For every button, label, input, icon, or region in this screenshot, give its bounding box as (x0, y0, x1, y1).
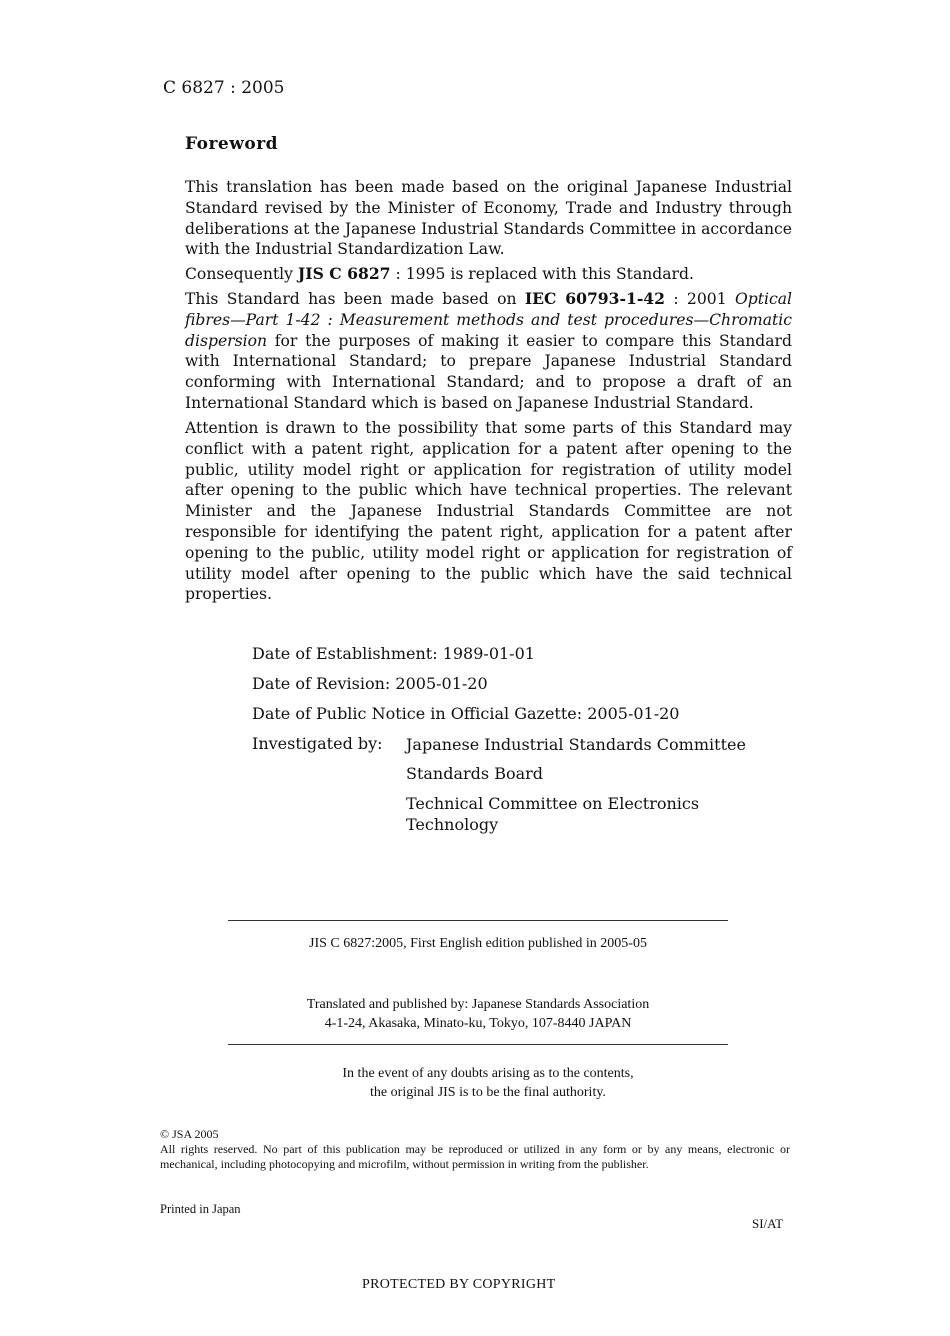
rights-reserved-text: All rights reserved. No part of this publication may be reproduced or utilized in any form or by any means, electronic or mechanical, including photocopying and microfilm, without permission in writing from the publisher. (160, 1142, 790, 1171)
printed-in-japan: Printed in Japan (160, 1202, 241, 1216)
divider-bottom (228, 1044, 728, 1045)
p3-text-mid: : 2001 (665, 290, 735, 308)
foreword-paragraph-4: Attention is drawn to the possibility that some parts of this Standard may conflict with a patent right, application for a patent after opening to the public, utility model right or application for registration of utility model after opening to the public which have technical properties. The relevant Minister and the Japanese Industrial Standards Committee are not responsible for identifying the patent right, application for a patent after opening to the public, utility model right or application for registration of utility model after opening to the public which have the said technical properties. (185, 419, 792, 604)
edition-line: JIS C 6827:2005, First English edition published in 2005-05 (309, 936, 647, 951)
investigated-by-label: Investigated by: (252, 734, 383, 753)
date-of-establishment: Date of Establishment: 1989-01-01 (252, 644, 535, 663)
publisher-address: 4-1-24, Akasaka, Minato-ku, Tokyo, 107-8440 JAPAN (324, 1016, 632, 1031)
document-code: C 6827 : 2005 (163, 78, 285, 98)
p2-text-pre: Consequently (185, 265, 298, 283)
authority-notice (228, 1064, 748, 1102)
date-of-revision: Date of Revision: 2005-01-20 (252, 674, 488, 693)
p3-text-pre: This Standard has been made based on (185, 290, 525, 308)
foreword-heading: Foreword (185, 134, 279, 154)
foreword-paragraph-2 (185, 264, 792, 285)
authority-notice-line-2: the original JIS is to be the final authority. (370, 1085, 606, 1100)
investigated-by-committee: Japanese Industrial Standards Committee (406, 735, 746, 754)
protected-by-copyright: PROTECTED BY COPYRIGHT (362, 1277, 556, 1292)
publisher-name: Translated and published by: Japanese Standards Association (306, 997, 650, 1012)
p2-standard-ref: JIS C 6827 (297, 264, 391, 283)
foreword-paragraph-3 (185, 289, 792, 414)
investigated-by-board: Standards Board (406, 764, 544, 783)
p3-text-post: for the purposes of making it easier to compare this Standard with International Standard; to prepare Japanese Industrial Standard conforming with International Standard; and to propose a draft of an International Standard which is based on Japanese Industrial Standard. (185, 331, 792, 412)
publisher-block (228, 995, 728, 1033)
date-of-public-notice: Date of Public Notice in Official Gazette: 2005-01-20 (252, 704, 680, 723)
p3-standard-title: Optical fibres—Part 1-42 : Measurement methods and test procedures—Chromatic dispersion (185, 290, 792, 350)
p2-text-post: : 1995 is replaced with this Standard. (390, 265, 694, 283)
authority-notice-line-1: In the event of any doubts arising as to the contents, (342, 1066, 634, 1081)
copyright-notice: © JSA 2005 (160, 1127, 219, 1141)
p3-standard-ref: IEC 60793-1-42 (524, 289, 665, 308)
divider-top (228, 920, 728, 921)
foreword-paragraph-1: This translation has been made based on the original Japanese Industrial Standard revised by the Minister of Economy, Trade and Industry through deliberations at the Japanese Industrial Standards Committee in accordance with the Industrial Standardization Law. (185, 178, 792, 259)
investigated-by-technical-committee: Technical Committee on Electronics Technology (406, 794, 700, 834)
si-at-code: SI/AT (752, 1216, 784, 1231)
